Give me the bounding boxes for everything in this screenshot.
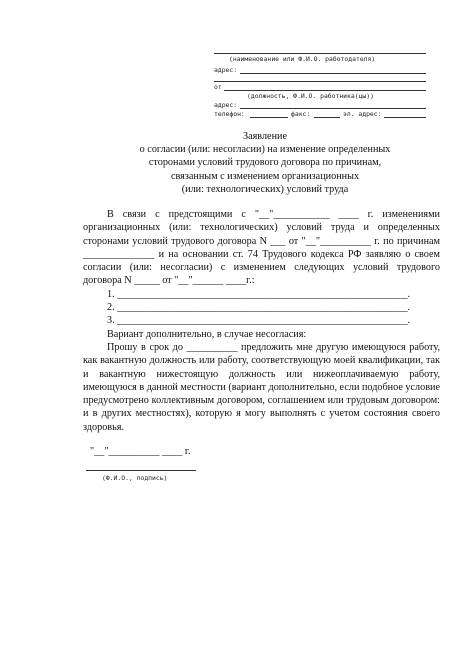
list-item: 2. _________________________________________________________. [107,302,411,314]
variant-note: Вариант дополнительно, в случае несогласия: [107,328,307,340]
employer-caption: (наименование или Ф.И.О. работодателя) [229,55,376,63]
paragraph-request: Прошу в срок до __________ предложить мне другую имеющуюся работу, как вакантную должность или работу, соответствующую моей квалификации, так и вакантную нижестоящую должность или нижеоплачиваемую работу, имеющуюся в данной местности (вариант дополнительно, если подобное условие предусмотрено коллективным договором, соглашением или трудовым договором: и в других местностях), которую я могу выполнять с учетом состояния своего здоровья. [83,341,440,433]
signature-date: "__"__________ ____ г. [90,446,191,457]
title-line: (или: технологических) условий труда [181,183,349,195]
employee-caption: (должность, Ф.И.О. работника(цы)) [247,92,374,100]
signature-caption: (Ф.И.О., подпись) [102,474,168,482]
list-item: 1. _________________________________________________________. [107,288,411,300]
phone-label: телефон: [214,110,245,118]
fax-label: факс: [291,110,311,118]
employee-address-label: адрес: [214,101,238,109]
document-title [100,130,430,196]
address-line-2 [214,81,426,82]
title-line: сторонами условий трудового договора по причинам, [148,157,382,169]
fax-line [314,117,340,118]
title-line: связанным с изменением организационных [170,170,360,182]
title-line: о согласии (или: несогласии) на изменение определенных [139,144,391,156]
paragraph-consent: В связи с предстоящими с "__"___________ ____ г. изменениями организационных (или: технологических) условий труда и определенных сторонами условий трудового договора N ___ от "__"__________ г. по причинам ______________ и на основании ст. 74 Трудового кодекса РФ заявляю о своем согласии (или: несогласии) с изменением следующих условий трудового договора N _____ от "__"______ ____г.: [83,209,440,287]
phone-line [250,117,288,118]
email-label: эл. адрес: [343,110,382,118]
email-line [384,117,426,118]
title-line: Заявление [242,131,288,142]
employer-line [214,53,426,54]
employee-address-line [240,108,426,109]
signature-line [86,470,196,471]
list-item: 3. _________________________________________________________. [107,315,411,327]
document-body [83,208,440,434]
address-line [240,73,426,74]
address-label: адрес: [214,66,238,74]
from-line [224,90,426,91]
from-label: от [214,83,222,91]
